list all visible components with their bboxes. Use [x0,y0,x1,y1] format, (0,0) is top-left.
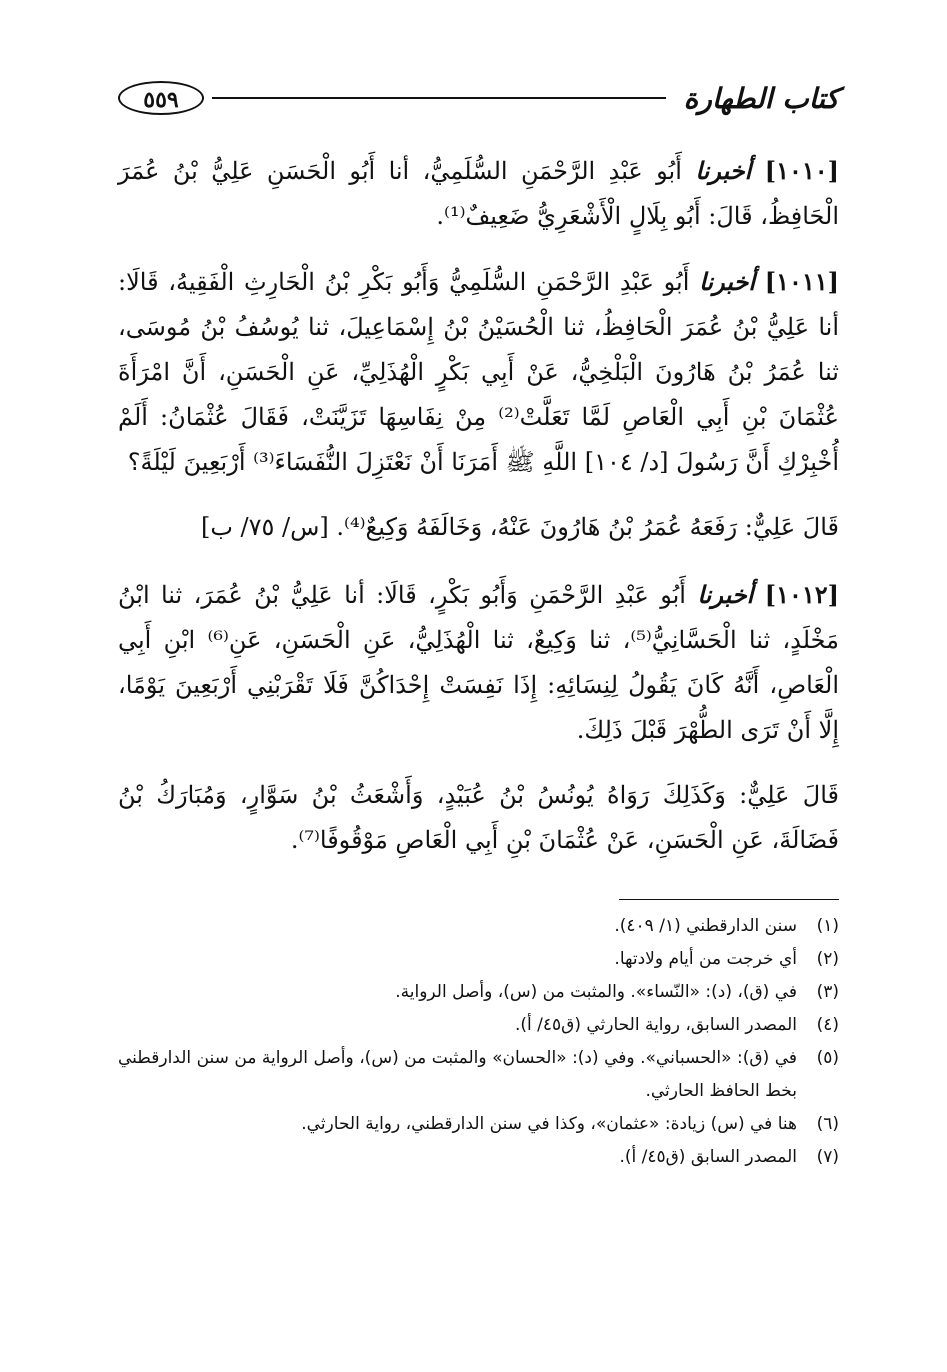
footnote-number: (٧) [816,1147,839,1167]
footnote-number: (٤) [816,1015,839,1035]
page-number: ٥٥٩ [118,81,204,115]
footnote-5 [118,1042,839,1108]
footnote-text: في (ق)، (د): «النّساء». والمثبت من (س)، وأصل الرواية. [395,982,797,1002]
commentary-1011: قَالَ عَلِيٌّ: رَفَعَهُ عُمَرُ بْنُ هَارُونَ عَنْهُ، وَخَالَفَهُ وَكِيعٌ⁽⁴⁾. [س/ ٧٥/ ب] [200,513,839,541]
footnote-3 [118,976,839,1009]
footnote-number: (٣) [816,982,839,1002]
hadith-1011 [118,259,839,485]
footnote-separator [619,899,839,900]
footnote-number: (٥) [816,1048,839,1068]
hadith-1012 [118,572,839,753]
footnote-number: (١) [816,916,839,936]
header-rule [212,97,666,99]
akhbarana-label: أخبرنا [697,580,754,609]
footnote-text: المصدر السابق، رواية الحارثي (ق٤٥/ أ). [515,1015,797,1035]
hadith-1010 [118,148,839,239]
hadith-text: أَبُو عَبْدِ الرَّحْمَنِ وَأَبُو بَكْرٍ، قَالَا: أنا عَلِيُّ بْنُ عُمَرَ، ثنا ابْنُ مَخْلَدٍ، ثنا الْحَسَّانِيُّ⁽⁵⁾، ثنا وَكِيعٌ، ثنا الْهُذَلِيُّ، عَنِ الْحَسَنِ، عَنِ⁽⁶⁾ ابْنِ أَبِي الْعَاصِ، أَنَّهُ كَانَ يَقُولُ لِنِسَائِهِ: إِذَا نَفِسَتْ إِحْدَاكُنَّ فَلَا تَقْرَبْنِي أَرْبَعِينَ يَوْمًا، إِلَّا أَنْ تَرَى الطُّهْرَ قَبْلَ ذَلِكَ. [118,581,840,744]
footnote-text: أي خرجت من أيام ولادتها. [614,949,797,969]
hadith-number: [١٠١١] [764,267,839,296]
book-title: كتاب الطهارة [683,81,839,115]
akhbarana-label: أخبرنا [695,156,752,185]
hadith-text: أَبُو عَبْدِ الرَّحْمَنِ السُّلَمِيُّ وَأَبُو بَكْرِ بْنُ الْحَارِثِ الْفَقِيهُ، قَالَا: أنا عَلِيُّ بْنُ عُمَرَ الْحَافِظُ، ثنا الْحُسَيْنُ بْنُ إِسْمَاعِيلَ، ثنا يُوسُفُ بْنُ مُوسَى، ثنا عُمَرُ بْنُ هَارُونَ الْبَلْخِيُّ، عَنْ أَبِي بَكْرٍ الْهُذَلِيِّ، عَنِ الْحَسَنِ، أَنَّ امْرَأَةَ عُثْمَانَ بْنِ أَبِي الْعَاصِ لَمَّا تَعَلَّتْ⁽²⁾ مِنْ نِفَاسِهَا تَزَيَّنَتْ، فَقَالَ عُثْمَانُ: أَلَمْ أُخْبِرْكِ أَنَّ رَسُولَ [د/ ١٠٤] اللَّهِ ﷺ أَمَرَنَا أَنْ نَعْتَزِلَ النُّفَسَاءَ⁽³⁾ أَرْبَعِينَ لَيْلَةً؟ [118,268,839,476]
footnote-number: (٢) [816,949,839,969]
footnote-4 [118,1009,839,1042]
footnote-number: (٦) [816,1114,839,1134]
footnote-text: سنن الدارقطني (١/ ٤٠٩). [614,916,797,936]
footnotes [118,910,839,1174]
footnote-1 [118,910,839,943]
hadith-text: أَبُو عَبْدِ الرَّحْمَنِ السُّلَمِيُّ، أنا أَبُو الْحَسَنِ عَلِيُّ بْنُ عُمَرَ الْحَافِظُ، قَالَ: أَبُو بِلَالٍ الْأَشْعَرِيُّ ضَعِيفٌ⁽¹⁾. [118,157,839,230]
page-header [118,62,839,134]
hadith-number: [١٠١٠] [764,156,839,185]
footnote-7 [118,1141,839,1174]
commentary-1012: قَالَ عَلِيٌّ: وَكَذَلِكَ رَوَاهُ يُونُسُ بْنُ عُبَيْدٍ، وَأَشْعَثُ بْنُ سَوَّارٍ، وَمُبَارَكُ بْنُ فَضَالَةَ، عَنِ الْحَسَنِ، عَنْ عُثْمَانَ بْنِ أَبِي الْعَاصِ مَوْقُوفًا⁽⁷⁾. [118,781,839,854]
footnote-2 [118,943,839,976]
footnote-text: المصدر السابق (ق٤٥/ أ). [619,1147,797,1167]
footnote-text: هنا في (س) زيادة: «عثمان»، وكذا في سنن الدارقطني، رواية الحارثي. [301,1114,797,1134]
akhbarana-label: أخبرنا [699,267,756,296]
footnote-6 [118,1108,839,1141]
footnote-text: في (ق): «الحسباني». وفي (د): «الحسان» والمثبت من (س)، وأصل الرواية من سنن الدارقطني بخط الحافظ الحارثي. [118,1048,797,1101]
hadith-number: [١٠١٢] [764,580,839,609]
